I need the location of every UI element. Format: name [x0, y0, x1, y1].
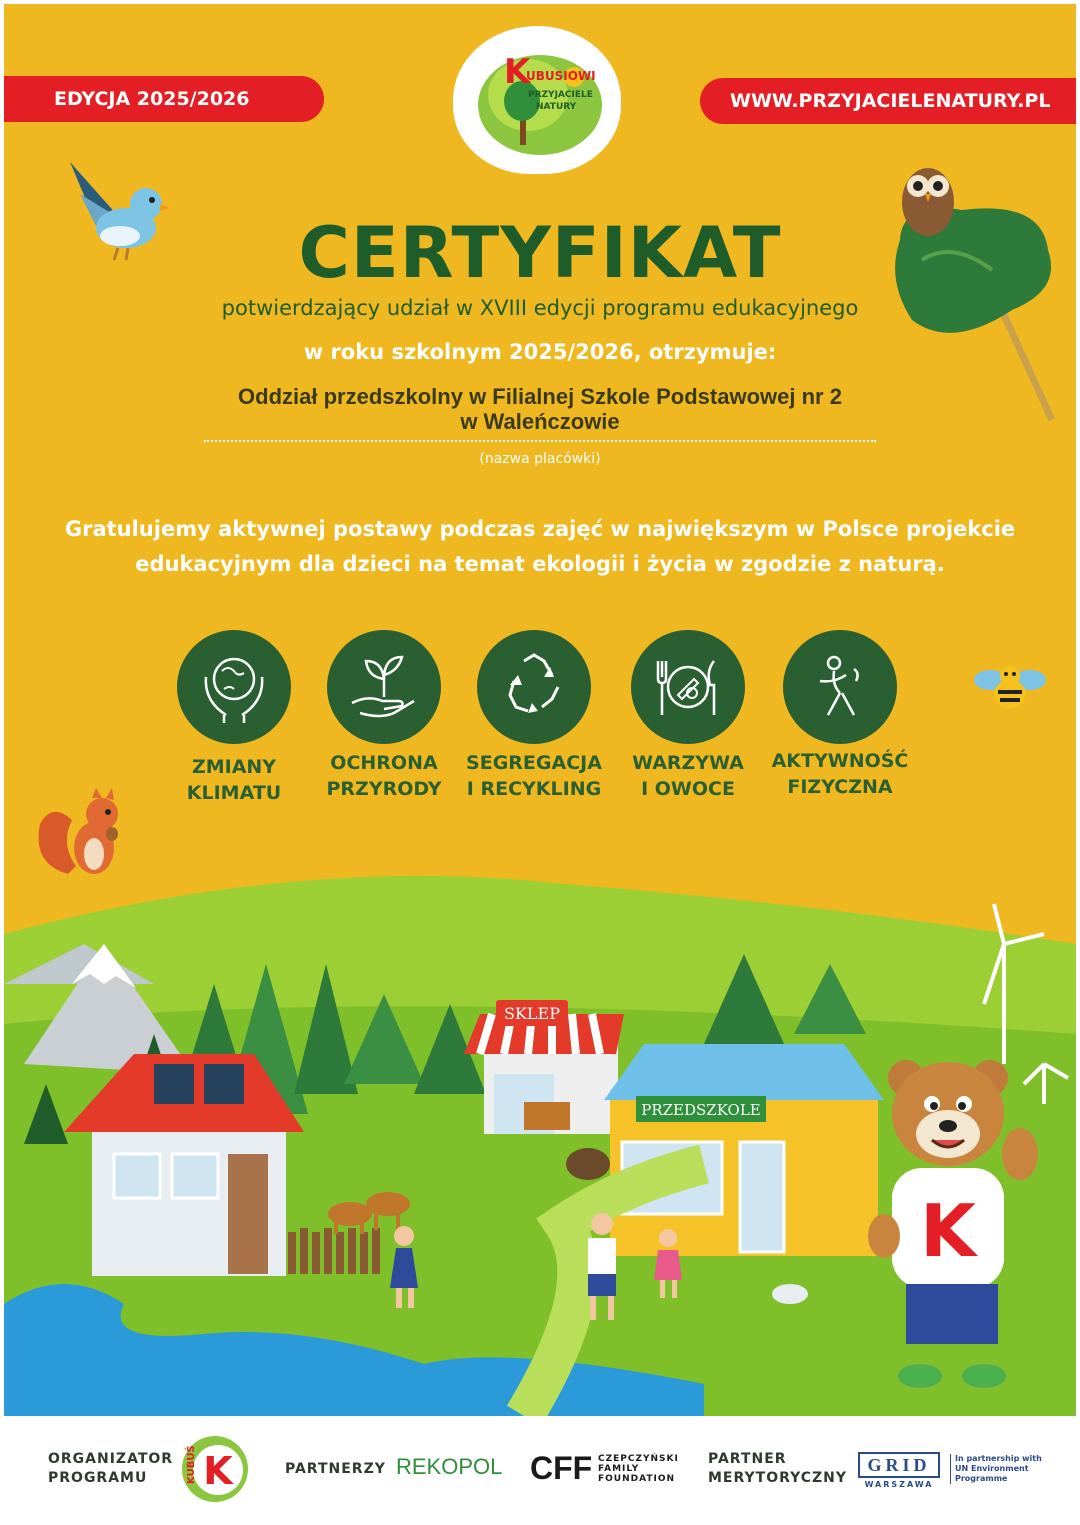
mascot-k-letter: K [920, 1189, 976, 1273]
topic-label-line1: WARZYWA [632, 752, 744, 774]
seedling-hand-icon [344, 647, 424, 727]
partners-label: PARTNERZY [285, 1461, 386, 1477]
rekopol-logo: REKOPOL [396, 1454, 503, 1479]
logo-name-line1: UBUSIOWI [526, 69, 596, 83]
kubus-logo-word: KUBUŚ [186, 1445, 197, 1484]
topic-circle [327, 630, 441, 744]
cff-foundation-name [598, 1454, 679, 1484]
shop-sign: SKLEP [504, 1004, 560, 1023]
exercise-person-icon [800, 647, 880, 727]
topic-label-line2: I OWOCE [641, 778, 735, 800]
topic-circle [177, 630, 291, 744]
organizer-label [48, 1450, 173, 1488]
unep-line1: In partnership with [955, 1454, 1042, 1463]
congrats-line2: edukacyjnym dla dzieci na temat ekologii i życia w zgodzie z naturą. [135, 552, 945, 576]
topic-label-line2: PRZYRODY [326, 778, 442, 800]
topic-label-line1: ZMIANY [191, 756, 277, 778]
topic-label-line1: SEGREGACJA [466, 752, 602, 774]
recycle-icon [494, 647, 574, 727]
website-link[interactable]: WWW.PRZYJACIELENATURY.PL [700, 78, 1076, 124]
topic-label-line1: AKTYWNOŚĆ [771, 750, 909, 772]
globe-hands-icon [194, 647, 274, 727]
signature-dotted-line [204, 440, 876, 442]
content-partner-line1: PARTNER [708, 1451, 787, 1467]
logo-name-line2: PRZYJACIELE [528, 90, 593, 100]
grid-logo-city: WARSZAWA [864, 1480, 934, 1489]
unep-logo [950, 1454, 1042, 1484]
participation-text: potwierdzający udział w XVIII edycji programu edukacyjnego [221, 296, 859, 320]
organizer-label-line2: PROGRAMU [48, 1470, 148, 1486]
recipient-line1: Oddział przedszkolny w Filialnej Szkole Podstawowej nr 2 [238, 384, 842, 409]
topic-activity [760, 630, 920, 800]
footer-partners [0, 1420, 1080, 1525]
topic-label-line1: OCHRONA [330, 752, 438, 774]
topic-nature [309, 630, 459, 802]
logo-k-letter: K [504, 52, 531, 92]
bee-icon [970, 650, 1050, 720]
content-partner-line2: MERYTORYCZNY [708, 1470, 848, 1486]
congrats-line1: Gratulujemy aktywnej postawy podczas zajęć w największym w Polsce projekcie [64, 517, 1016, 541]
village-landscape [4, 864, 1076, 1416]
topic-circle [783, 630, 897, 744]
topic-climate [159, 630, 309, 806]
cff-name-line2: FAMILY [598, 1464, 640, 1474]
logo-emblem-icon [462, 35, 612, 165]
topic-label-line2: KLIMATU [186, 782, 282, 804]
logo-name-line3: NATURY [536, 102, 577, 112]
cff-name-line3: FOUNDATION [598, 1474, 676, 1484]
unep-line3: Programme [955, 1474, 1008, 1483]
content-partner-label [708, 1450, 847, 1488]
certificate-title: CERTYFIKAT [298, 212, 782, 294]
plate-cutlery-icon [648, 647, 728, 727]
certificate-poster [4, 4, 1076, 1416]
kubus-logo-letter: K [203, 1449, 233, 1493]
unep-line2: UN Environment [955, 1464, 1029, 1473]
topic-circle [631, 630, 745, 744]
cff-logo: CFF [530, 1450, 593, 1486]
congratulations-text [44, 512, 1036, 582]
kubus-logo [180, 1434, 250, 1508]
grid-logo [858, 1452, 940, 1489]
recipient-line2: w Waleńczowie [460, 409, 620, 434]
topic-label-line2: FIZYCZNA [787, 776, 893, 798]
topic-circle [477, 630, 591, 744]
topic-vegetables [613, 630, 763, 802]
grid-logo-word: GRID [858, 1452, 940, 1478]
topic-recycling [459, 630, 609, 802]
recipient-name [154, 384, 926, 434]
edition-badge: EDYCJA 2025/2026 [4, 76, 324, 122]
school-year-text: w roku szkolnym 2025/2026, otrzymuje: [303, 340, 777, 364]
topic-label-line2: I RECYKLING [466, 778, 602, 800]
cff-name-line1: CZEPCZYŃSKI [598, 1454, 679, 1464]
organizer-label-line1: ORGANIZATOR [48, 1451, 174, 1467]
preschool-sign: PRZEDSZKOLE [641, 1101, 761, 1119]
institution-caption: (nazwa placówki) [479, 451, 601, 467]
program-logo [453, 26, 621, 174]
